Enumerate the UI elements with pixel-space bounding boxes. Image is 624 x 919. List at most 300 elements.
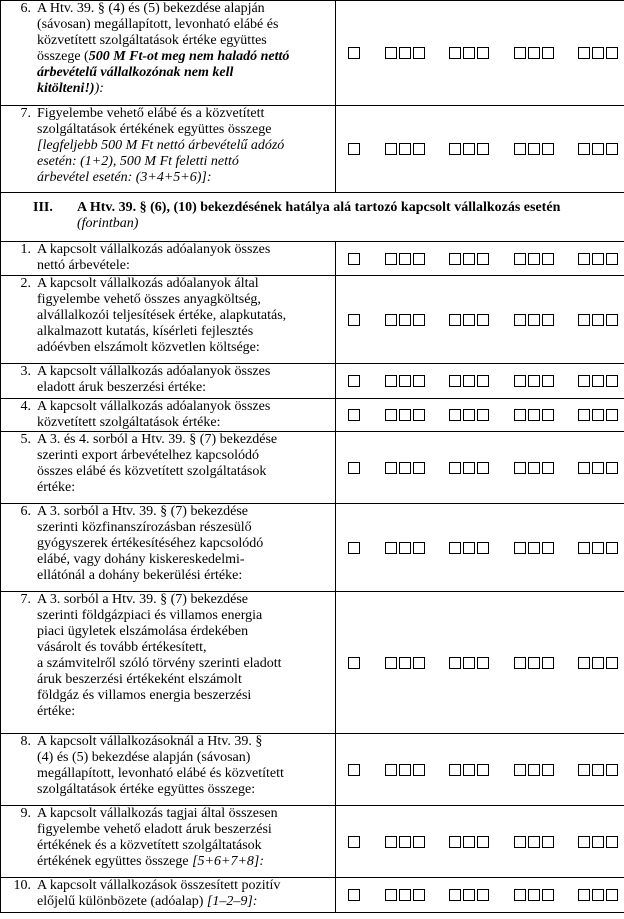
row-text-line: közvetített szolgáltatások értéke együttes	[37, 33, 267, 48]
digit-box[interactable]	[348, 47, 360, 59]
digit-box[interactable]	[449, 253, 461, 265]
table-row	[1, 106, 624, 193]
digit-box[interactable]	[413, 889, 425, 901]
table-row	[1, 504, 624, 592]
row-text-line: Figyelembe vehető elábé és a közvetített	[37, 106, 265, 121]
amount-field[interactable]	[336, 592, 624, 734]
digit-group	[449, 314, 489, 326]
amount-field[interactable]	[336, 276, 624, 364]
digit-group	[514, 253, 554, 265]
digit-box[interactable]	[413, 836, 425, 848]
digit-boxes[interactable]	[348, 888, 618, 902]
row-text-line: értéke:	[37, 480, 76, 495]
digit-box[interactable]	[606, 836, 618, 848]
row-text-line: piaci ügyletek elszámolása érdekében	[37, 624, 249, 639]
digit-group	[385, 253, 425, 265]
row-text-line: vásárolt és tovább értékesített,	[37, 640, 207, 655]
digit-box[interactable]	[606, 462, 618, 474]
digit-box[interactable]	[463, 836, 475, 848]
digit-box[interactable]	[578, 409, 590, 421]
table-row	[1, 399, 624, 432]
amount-field[interactable]	[336, 432, 624, 504]
digit-box[interactable]	[592, 657, 604, 669]
row-text-line: szolgáltatások értéke együttes összege:	[37, 782, 256, 797]
digit-box[interactable]	[463, 143, 475, 155]
digit-box[interactable]	[514, 143, 526, 155]
row-text-line: szerinti export árbevételhez kapcsolódó	[37, 448, 259, 463]
digit-group	[449, 143, 489, 155]
digit-box[interactable]	[413, 314, 425, 326]
row-text-segment: összege (	[37, 49, 89, 64]
digit-box[interactable]	[514, 764, 526, 776]
row-number: 6.	[20, 1, 31, 16]
digit-group	[385, 143, 425, 155]
digit-box[interactable]	[542, 542, 554, 554]
digit-boxes[interactable]	[348, 252, 618, 266]
digit-group	[348, 889, 360, 901]
digit-box[interactable]	[449, 47, 461, 59]
digit-box[interactable]	[606, 889, 618, 901]
row-number: 3.	[20, 364, 31, 379]
digit-box[interactable]	[463, 462, 475, 474]
digit-box[interactable]	[348, 764, 360, 776]
digit-box[interactable]	[463, 889, 475, 901]
digit-box[interactable]	[578, 462, 590, 474]
digit-box[interactable]	[413, 375, 425, 387]
row-text-line: összes elábé és közvetített szolgáltatások	[37, 464, 267, 479]
section-number: III.	[33, 200, 53, 215]
digit-box[interactable]	[592, 542, 604, 554]
digit-box[interactable]	[449, 542, 461, 554]
digit-box[interactable]	[578, 253, 590, 265]
digit-box[interactable]	[528, 143, 540, 155]
digit-box[interactable]	[592, 764, 604, 776]
digit-box[interactable]	[592, 314, 604, 326]
digit-box[interactable]	[477, 253, 489, 265]
digit-box[interactable]	[578, 375, 590, 387]
digit-group	[449, 253, 489, 265]
digit-group	[385, 657, 425, 669]
digit-box[interactable]	[348, 657, 360, 669]
digit-group	[348, 462, 360, 474]
digit-boxes[interactable]	[348, 763, 618, 777]
table-row	[1, 242, 624, 276]
row-text-line: elábé, vagy dohány kiskereskedelmi-	[37, 552, 245, 567]
digit-box[interactable]	[449, 836, 461, 848]
digit-box[interactable]	[399, 542, 411, 554]
digit-box[interactable]	[385, 375, 397, 387]
digit-box[interactable]	[542, 462, 554, 474]
digit-box[interactable]	[592, 836, 604, 848]
digit-box[interactable]	[449, 143, 461, 155]
digit-box[interactable]	[385, 143, 397, 155]
digit-box[interactable]	[542, 253, 554, 265]
digit-box[interactable]	[542, 314, 554, 326]
digit-box[interactable]	[477, 889, 489, 901]
amount-field[interactable]	[336, 806, 624, 878]
digit-box[interactable]	[399, 47, 411, 59]
digit-group	[385, 462, 425, 474]
digit-box[interactable]	[477, 836, 489, 848]
digit-box[interactable]	[477, 542, 489, 554]
row-text-line: (4) és (5) bekezdése alapján (sávosan)	[37, 750, 251, 765]
digit-box[interactable]	[514, 889, 526, 901]
digit-box[interactable]	[542, 409, 554, 421]
digit-box[interactable]	[348, 375, 360, 387]
row-text-italic: [legfeljebb 500 M Ft nettó árbevételű adózó	[37, 138, 285, 153]
digit-box[interactable]	[385, 462, 397, 474]
digit-box[interactable]	[463, 764, 475, 776]
row-text-line: szerinti földgázpiaci és villamos energia	[37, 608, 263, 623]
digit-box[interactable]	[578, 657, 590, 669]
digit-box[interactable]	[413, 657, 425, 669]
table-row	[1, 806, 624, 878]
digit-box[interactable]	[463, 47, 475, 59]
digit-group	[578, 764, 618, 776]
digit-box[interactable]	[399, 657, 411, 669]
digit-group	[385, 542, 425, 554]
digit-box[interactable]	[399, 253, 411, 265]
row-text-line: A 3. és 4. sorból a Htv. 39. § (7) bekezdése	[37, 432, 278, 447]
digit-box[interactable]	[399, 143, 411, 155]
digit-group	[578, 462, 618, 474]
row-text-line: A 3. sorból a Htv. 39. § (7) bekezdése	[37, 592, 248, 607]
digit-box[interactable]	[528, 657, 540, 669]
digit-box[interactable]	[385, 542, 397, 554]
digit-box[interactable]	[528, 47, 540, 59]
row-text-line: gyógyszerek értékesítéséhez kapcsolódó	[37, 536, 264, 551]
digit-box[interactable]	[413, 462, 425, 474]
digit-box[interactable]	[542, 143, 554, 155]
row-text-italic: esetén: (1+2), 500 M Ft feletti nettó	[37, 154, 239, 169]
digit-box[interactable]	[514, 253, 526, 265]
digit-boxes[interactable]	[348, 313, 618, 327]
amount-field[interactable]	[336, 242, 624, 276]
digit-box[interactable]	[578, 542, 590, 554]
row-text-line: A kapcsolt vállalkozás adóalanyok összes	[37, 399, 271, 414]
row-text-italic: árbevétel esetén: (3+4+5+6)]:	[37, 170, 212, 185]
digit-box[interactable]	[528, 764, 540, 776]
digit-group	[514, 657, 554, 669]
digit-box[interactable]	[514, 314, 526, 326]
digit-group	[578, 542, 618, 554]
digit-box[interactable]	[413, 47, 425, 59]
digit-group	[348, 314, 360, 326]
digit-box[interactable]	[385, 409, 397, 421]
digit-group	[348, 409, 360, 421]
row-text-line: alkalmazott kutatás, kísérleti fejlesztés	[37, 324, 254, 339]
digit-box[interactable]	[477, 764, 489, 776]
table-row	[1, 364, 624, 399]
row-text-segment: értékének együttes összege	[37, 854, 193, 869]
digit-group	[348, 836, 360, 848]
digit-box[interactable]	[578, 314, 590, 326]
digit-box[interactable]	[348, 462, 360, 474]
digit-box[interactable]	[592, 889, 604, 901]
digit-box[interactable]	[606, 314, 618, 326]
amount-field[interactable]	[336, 1, 624, 106]
digit-box[interactable]	[542, 764, 554, 776]
digit-box[interactable]	[449, 657, 461, 669]
digit-box[interactable]	[477, 462, 489, 474]
digit-box[interactable]	[385, 889, 397, 901]
digit-group	[578, 889, 618, 901]
row-text-line: A kapcsolt vállalkozás adóalanyok által	[37, 276, 259, 291]
digit-box[interactable]	[477, 657, 489, 669]
digit-box[interactable]	[413, 253, 425, 265]
row-text-line: értéke:	[37, 704, 76, 719]
digit-box[interactable]	[348, 253, 360, 265]
digit-box[interactable]	[463, 657, 475, 669]
digit-group	[578, 253, 618, 265]
digit-box[interactable]	[528, 314, 540, 326]
row-number: 9.	[20, 806, 31, 821]
row-text-line: adóévben elszámolt közvetlen költsége:	[37, 340, 260, 355]
row-text-line: közvetített szolgáltatások értéke:	[37, 415, 221, 430]
row-number: 5.	[20, 432, 31, 447]
digit-box[interactable]	[399, 409, 411, 421]
digit-box[interactable]	[514, 47, 526, 59]
amount-field[interactable]	[336, 106, 624, 193]
amount-field[interactable]	[336, 734, 624, 806]
digit-group	[514, 375, 554, 387]
amount-field[interactable]	[336, 504, 624, 592]
digit-group	[385, 375, 425, 387]
digit-box[interactable]	[578, 764, 590, 776]
digit-group	[449, 764, 489, 776]
row-text-segment: ):	[94, 81, 104, 96]
digit-group	[578, 143, 618, 155]
digit-box[interactable]	[592, 375, 604, 387]
row-number: 1.	[20, 242, 31, 257]
digit-group	[348, 542, 360, 554]
row-text-formula: [1–2–9]:	[206, 894, 258, 909]
digit-group	[348, 253, 360, 265]
digit-box[interactable]	[592, 143, 604, 155]
digit-box[interactable]	[348, 409, 360, 421]
digit-boxes[interactable]	[348, 46, 618, 60]
digit-group	[578, 314, 618, 326]
row-text-emphasis: 500 M Ft-ot meg nem haladó nettó	[88, 49, 290, 64]
digit-box[interactable]	[385, 657, 397, 669]
digit-box[interactable]	[578, 143, 590, 155]
digit-group	[385, 889, 425, 901]
digit-box[interactable]	[385, 836, 397, 848]
row-text-line: áruk beszerzési értékeként elszámolt	[37, 672, 242, 687]
row-text-line: nettó árbevétele:	[37, 258, 130, 273]
digit-box[interactable]	[477, 143, 489, 155]
digit-box[interactable]	[413, 764, 425, 776]
digit-box[interactable]	[578, 47, 590, 59]
digit-box[interactable]	[514, 409, 526, 421]
digit-box[interactable]	[449, 462, 461, 474]
digit-boxes[interactable]	[348, 461, 618, 475]
digit-box[interactable]	[514, 657, 526, 669]
digit-box[interactable]	[606, 409, 618, 421]
digit-box[interactable]	[385, 253, 397, 265]
row-text-line: A kapcsolt vállalkozás tagjai által összesen	[37, 806, 278, 821]
digit-group	[449, 542, 489, 554]
row-text-line: A kapcsolt vállalkozásoknál a Htv. 39. §	[37, 734, 263, 749]
digit-box[interactable]	[606, 253, 618, 265]
table-row	[1, 592, 624, 734]
digit-group	[449, 47, 489, 59]
digit-box[interactable]	[606, 143, 618, 155]
digit-box[interactable]	[528, 409, 540, 421]
digit-boxes[interactable]	[348, 835, 618, 849]
digit-box[interactable]	[348, 836, 360, 848]
digit-box[interactable]	[528, 889, 540, 901]
digit-box[interactable]	[606, 47, 618, 59]
digit-box[interactable]	[578, 889, 590, 901]
digit-box[interactable]	[592, 409, 604, 421]
digit-box[interactable]	[592, 253, 604, 265]
amount-field[interactable]	[336, 399, 624, 432]
digit-box[interactable]	[399, 462, 411, 474]
table-row	[1, 878, 624, 913]
digit-box[interactable]	[477, 314, 489, 326]
digit-box[interactable]	[399, 889, 411, 901]
digit-box[interactable]	[606, 542, 618, 554]
row-description	[1, 1, 336, 106]
digit-box[interactable]	[449, 409, 461, 421]
digit-box[interactable]	[399, 836, 411, 848]
digit-boxes[interactable]	[348, 656, 618, 670]
digit-box[interactable]	[477, 409, 489, 421]
row-number: 8.	[20, 734, 31, 749]
digit-box[interactable]	[348, 143, 360, 155]
section-title: A Htv. 39. § (6), (10) bekezdésének hatálya alá tartozó kapcsolt vállalkozás esetén	[77, 200, 561, 215]
row-number: 2.	[20, 276, 31, 291]
digit-group	[578, 836, 618, 848]
digit-box[interactable]	[514, 542, 526, 554]
digit-box[interactable]	[348, 889, 360, 901]
digit-group	[385, 764, 425, 776]
digit-group	[514, 889, 554, 901]
digit-box[interactable]	[606, 375, 618, 387]
digit-box[interactable]	[463, 542, 475, 554]
digit-box[interactable]	[528, 253, 540, 265]
table-row	[1, 734, 624, 806]
digit-box[interactable]	[449, 375, 461, 387]
digit-box[interactable]	[449, 314, 461, 326]
digit-box[interactable]	[514, 462, 526, 474]
row-text-line: földgáz és villamos energia beszerzési	[37, 688, 252, 703]
digit-box[interactable]	[514, 836, 526, 848]
digit-group	[578, 375, 618, 387]
row-text-line: megállapított, levonható elábé és közvetített	[37, 766, 284, 781]
row-text-line: A Htv. 39. § (4) és (5) bekezdése alapján	[37, 1, 265, 16]
row-text-line: A 3. sorból a Htv. 39. § (7) bekezdése	[37, 504, 248, 519]
digit-box[interactable]	[528, 462, 540, 474]
digit-box[interactable]	[449, 764, 461, 776]
digit-box[interactable]	[514, 375, 526, 387]
digit-box[interactable]	[399, 375, 411, 387]
row-text-emphasis: kitölteni!)	[37, 81, 95, 96]
row-number: 7.	[20, 106, 31, 121]
table-row	[1, 432, 624, 504]
digit-group	[449, 836, 489, 848]
digit-box[interactable]	[463, 314, 475, 326]
row-text-line: figyelembe vehető eladott áruk beszerzési	[37, 822, 272, 837]
row-number: 10.	[13, 878, 31, 893]
digit-group	[514, 542, 554, 554]
digit-box[interactable]	[542, 836, 554, 848]
row-text-line: a számvitelről szóló törvény szerinti eladott	[37, 656, 282, 671]
digit-box[interactable]	[578, 836, 590, 848]
digit-box[interactable]	[385, 764, 397, 776]
amount-field[interactable]	[336, 878, 624, 913]
row-text-line: alvállalkozói teljesítések értéke, alapkutatás,	[37, 308, 287, 323]
digit-group	[578, 47, 618, 59]
row-text-line: A kapcsolt vállalkozások összesített pozitív	[37, 878, 281, 893]
digit-box[interactable]	[413, 143, 425, 155]
digit-box[interactable]	[528, 836, 540, 848]
digit-box[interactable]	[477, 375, 489, 387]
digit-box[interactable]	[606, 657, 618, 669]
row-text-line: A kapcsolt vállalkozás adóalanyok összes	[37, 364, 271, 379]
digit-boxes[interactable]	[348, 374, 618, 388]
row-text-line: figyelembe vehető összes anyagköltség,	[37, 292, 261, 307]
digit-boxes[interactable]	[348, 142, 618, 156]
amount-field[interactable]	[336, 364, 624, 399]
row-text-line: A kapcsolt vállalkozás adóalanyok összes	[37, 242, 271, 257]
digit-box[interactable]	[413, 409, 425, 421]
digit-boxes[interactable]	[348, 408, 618, 422]
digit-boxes[interactable]	[348, 541, 618, 555]
digit-group	[385, 409, 425, 421]
digit-box[interactable]	[348, 314, 360, 326]
digit-box[interactable]	[606, 764, 618, 776]
digit-box[interactable]	[413, 542, 425, 554]
digit-box[interactable]	[399, 764, 411, 776]
digit-box[interactable]	[348, 542, 360, 554]
digit-box[interactable]	[477, 47, 489, 59]
digit-group	[348, 47, 360, 59]
digit-box[interactable]	[463, 409, 475, 421]
digit-group	[514, 47, 554, 59]
digit-group	[514, 409, 554, 421]
digit-box[interactable]	[542, 889, 554, 901]
digit-group	[348, 657, 360, 669]
digit-group	[449, 409, 489, 421]
digit-box[interactable]	[385, 47, 397, 59]
digit-group	[449, 657, 489, 669]
row-number: 6.	[20, 504, 31, 519]
digit-box[interactable]	[528, 375, 540, 387]
row-text-line: szolgáltatások értékének együttes összege	[37, 122, 272, 137]
row-text-line: (sávosan) megállapított, levonható elábé és	[37, 17, 279, 32]
row-description	[1, 106, 336, 193]
digit-box[interactable]	[528, 542, 540, 554]
table-row	[1, 276, 624, 364]
digit-box[interactable]	[449, 889, 461, 901]
digit-box[interactable]	[592, 47, 604, 59]
digit-box[interactable]	[542, 657, 554, 669]
digit-box[interactable]	[385, 314, 397, 326]
digit-group	[514, 764, 554, 776]
row-number: 4.	[20, 399, 31, 414]
digit-group	[449, 462, 489, 474]
digit-box[interactable]	[463, 375, 475, 387]
digit-box[interactable]	[542, 47, 554, 59]
digit-box[interactable]	[463, 253, 475, 265]
row-number: 7.	[20, 592, 31, 607]
digit-group	[385, 836, 425, 848]
digit-box[interactable]	[542, 375, 554, 387]
digit-box[interactable]	[399, 314, 411, 326]
digit-box[interactable]	[592, 462, 604, 474]
